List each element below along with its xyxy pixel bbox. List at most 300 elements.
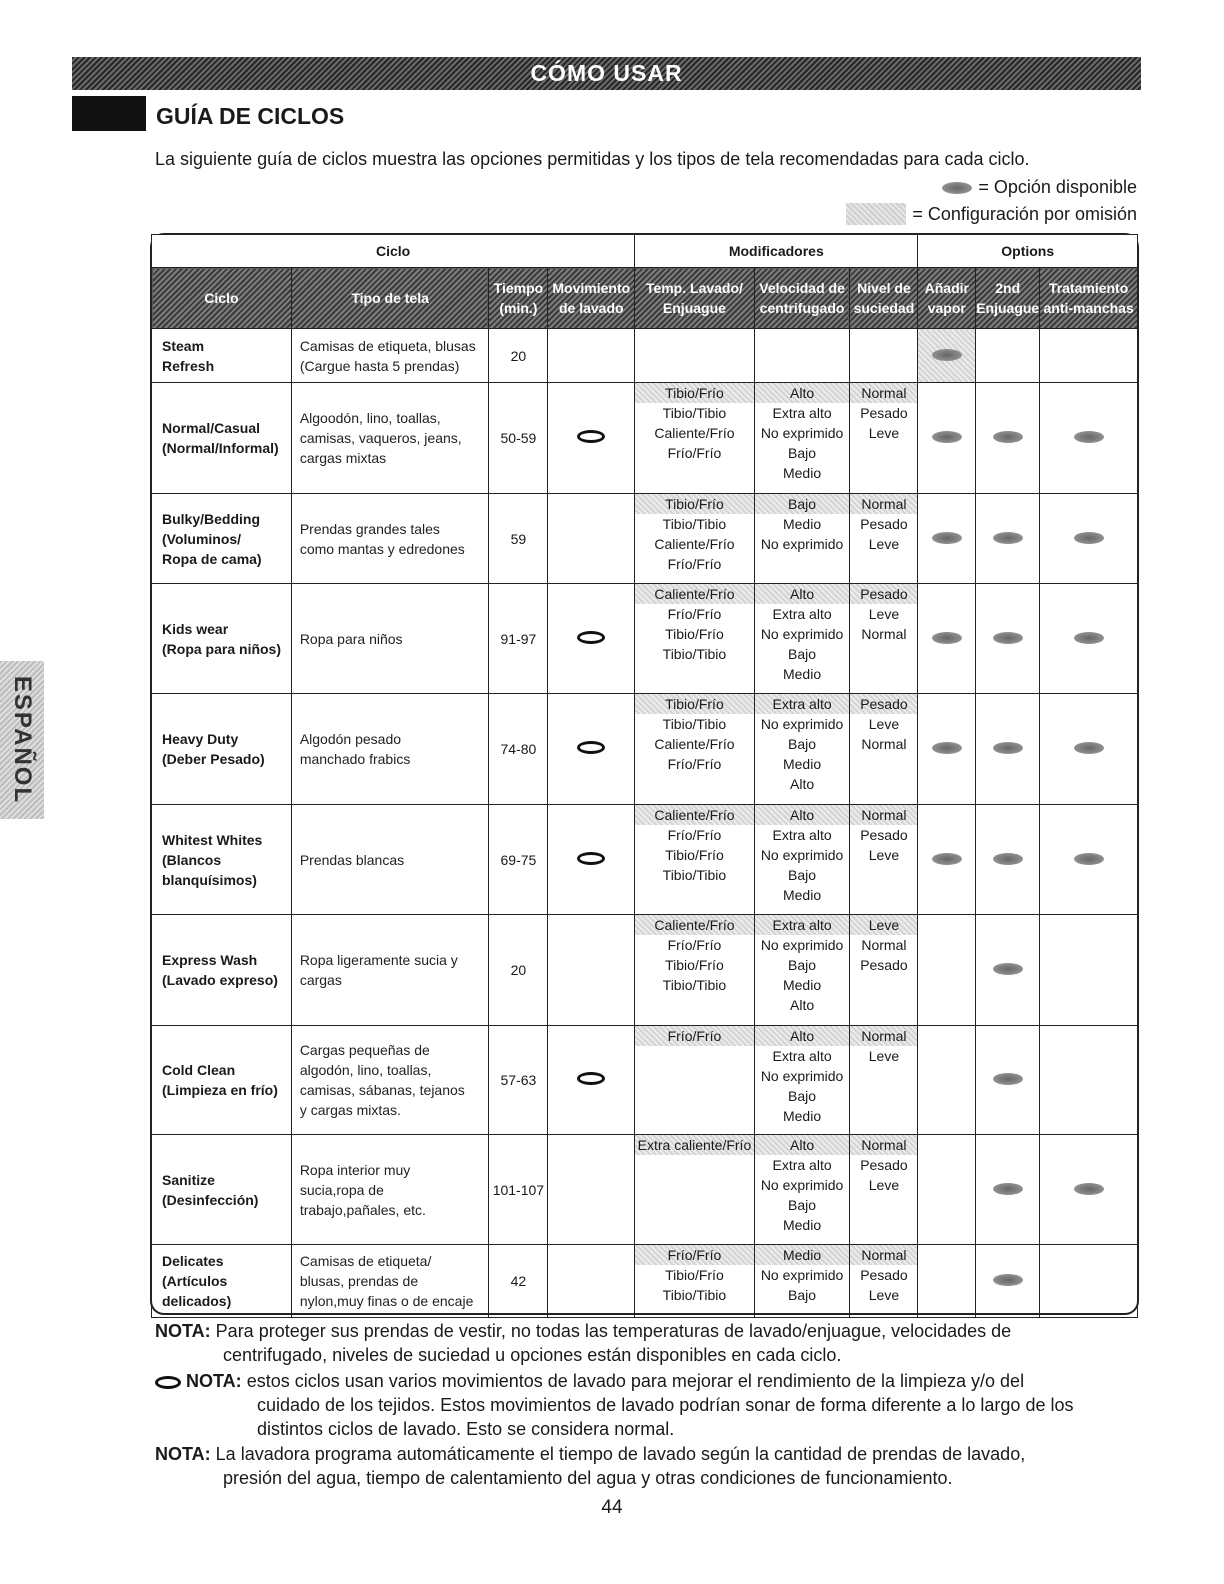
spin-option: No exprimido bbox=[760, 425, 844, 441]
note-1-label: NOTA: bbox=[155, 1321, 211, 1341]
spin-option: Medio bbox=[782, 516, 822, 532]
soil-option: Pesado bbox=[860, 516, 908, 532]
temp-default: Caliente/Frío bbox=[635, 584, 753, 604]
temp-option: Tibio/Tibio bbox=[662, 405, 727, 421]
table-row bbox=[152, 494, 1138, 584]
soil-option: Pesado bbox=[860, 957, 908, 973]
wash-movement-icon bbox=[577, 741, 605, 754]
fabric-line: cargas mixtas bbox=[299, 450, 387, 466]
soil-option: Leve bbox=[868, 1048, 900, 1064]
soil-option: Pesado bbox=[860, 1157, 908, 1173]
wash-movement-icon bbox=[155, 1376, 181, 1389]
soil-cell bbox=[850, 1135, 918, 1245]
soil-cell bbox=[850, 329, 918, 383]
temp-cell bbox=[635, 383, 754, 494]
temp-default: Extra caliente/Frío bbox=[635, 1135, 753, 1155]
temp-option: Tibio/Frío bbox=[665, 626, 724, 642]
movement-cell bbox=[548, 584, 635, 694]
option-dot-icon bbox=[993, 853, 1023, 865]
spin-default: Alto bbox=[755, 1135, 850, 1155]
fabric-cell bbox=[291, 1026, 489, 1135]
temp-cell bbox=[635, 1135, 754, 1245]
spin-option: Extra alto bbox=[772, 1048, 832, 1064]
time-cell: 91-97 bbox=[489, 584, 548, 694]
movement-cell bbox=[548, 1245, 635, 1318]
time-cell: 20 bbox=[489, 915, 548, 1026]
fabric-cell bbox=[291, 1245, 489, 1318]
cycle-name-line: (Blancos bbox=[162, 851, 222, 868]
movement-cell bbox=[548, 694, 635, 805]
cycle-name-cell bbox=[152, 1135, 292, 1245]
soil-cell bbox=[850, 584, 918, 694]
soil-option: Leve bbox=[868, 536, 900, 552]
section-marker bbox=[72, 96, 146, 131]
spin-option: Medio bbox=[782, 1108, 822, 1124]
rinse2-cell bbox=[976, 694, 1040, 805]
spin-option: No exprimido bbox=[760, 1267, 844, 1283]
temp-option: Frío/Frío bbox=[667, 445, 722, 461]
vapor-cell bbox=[918, 805, 976, 915]
fabric-cell bbox=[291, 329, 489, 383]
cycle-name-cell bbox=[152, 383, 292, 494]
legend-default-text: = Configuración por omisión bbox=[912, 203, 1137, 224]
fabric-line: trabajo,pañales, etc. bbox=[299, 1201, 426, 1218]
temp-option: Frío/Frío bbox=[667, 937, 722, 953]
temp-default: Tibio/Frío bbox=[635, 694, 753, 714]
option-dot-icon bbox=[993, 532, 1023, 544]
table-row bbox=[152, 1135, 1138, 1245]
option-dot-icon bbox=[993, 632, 1023, 644]
note-1 bbox=[155, 1319, 1011, 1367]
fabric-line: manchado frabics bbox=[299, 751, 411, 767]
temp-option: Tibio/Tibio bbox=[662, 716, 727, 732]
temp-option: Frío/Frío bbox=[667, 556, 722, 572]
note-1-text-b: centrifugado, niveles de suciedad u opciones están disponibles en cada ciclo. bbox=[223, 1345, 842, 1365]
cycle-name-line: Express Wash bbox=[162, 952, 258, 968]
spin-option: Alto bbox=[790, 776, 815, 792]
spin-option: No exprimido bbox=[760, 937, 844, 953]
note-3-label: NOTA: bbox=[155, 1444, 211, 1464]
table-row bbox=[152, 1026, 1138, 1135]
soil-default: Normal bbox=[850, 1026, 917, 1046]
note-3 bbox=[155, 1442, 1025, 1490]
soil-default: Normal bbox=[850, 383, 917, 403]
cycle-name-line: Delicates bbox=[162, 1253, 224, 1269]
vapor-cell bbox=[918, 1135, 976, 1245]
temp-cell bbox=[635, 494, 754, 584]
col-header-temp: Temp. Lavado/ Enjuague bbox=[635, 268, 754, 329]
cycle-name-line: Steam bbox=[162, 337, 205, 354]
option-dot-icon bbox=[1074, 1183, 1104, 1195]
spin-option: No exprimido bbox=[760, 626, 844, 642]
intro-text: La siguiente guía de ciclos muestra las opciones permitidas y los tipos de tela recomendadas para cada ciclo. bbox=[155, 149, 1030, 169]
fabric-line: cargas bbox=[299, 972, 342, 988]
cycle-name-line: Heavy Duty bbox=[162, 731, 239, 747]
spin-cell bbox=[754, 329, 850, 383]
time-cell: 50-59 bbox=[489, 383, 548, 494]
movement-cell bbox=[548, 805, 635, 915]
note-2-label: NOTA: bbox=[186, 1371, 242, 1391]
spin-option: Bajo bbox=[788, 1287, 817, 1303]
spin-cell bbox=[754, 805, 850, 915]
fabric-cell bbox=[291, 584, 489, 694]
col-header-tipo: Tipo de tela bbox=[291, 268, 489, 329]
spin-cell bbox=[754, 383, 850, 494]
spin-default: Alto bbox=[755, 584, 850, 604]
temp-option: Frío/Frío bbox=[667, 756, 722, 772]
temp-option: Caliente/Frío bbox=[654, 736, 735, 752]
temp-cell bbox=[635, 694, 754, 805]
movement-cell bbox=[548, 383, 635, 494]
banner-text: CÓMO USAR bbox=[530, 60, 683, 86]
table-row bbox=[152, 915, 1138, 1026]
table-row bbox=[152, 584, 1138, 694]
wash-movement-icon bbox=[577, 631, 605, 644]
fabric-line: Algoodón, lino, toallas, bbox=[299, 410, 441, 426]
temp-option: Tibio/Tibio bbox=[662, 977, 727, 993]
fabric-line: Ropa para niños bbox=[299, 630, 403, 647]
temp-option: Tibio/Tibio bbox=[662, 516, 727, 532]
rinse2-cell bbox=[976, 1135, 1040, 1245]
fabric-line: Algodón pesado bbox=[299, 731, 402, 747]
spin-option: Medio bbox=[782, 1217, 822, 1233]
spin-cell bbox=[754, 915, 850, 1026]
note-2-text-a: estos ciclos usan varios movimientos de lavado para mejorar el rendimiento de la limpieza y/o del bbox=[246, 1371, 1025, 1391]
vapor-cell bbox=[918, 329, 976, 383]
cycle-table-body bbox=[152, 329, 1138, 1318]
cycle-name-line: (Ropa para niños) bbox=[162, 640, 282, 657]
spin-option: Extra alto bbox=[772, 827, 832, 843]
fabric-line: (Cargue hasta 5 prendas) bbox=[299, 357, 460, 374]
option-dot-icon bbox=[993, 1183, 1023, 1195]
language-side-text: ESPAÑOL bbox=[9, 675, 36, 805]
cycle-name-cell bbox=[152, 494, 292, 584]
table-row bbox=[152, 805, 1138, 915]
table-row bbox=[152, 1245, 1138, 1318]
cycle-name-line: (Artículos bbox=[162, 1273, 228, 1289]
cycle-name-cell bbox=[152, 694, 292, 805]
soil-default: Pesado bbox=[850, 694, 917, 714]
time-cell: 20 bbox=[489, 329, 548, 383]
wash-movement-icon bbox=[577, 1072, 605, 1085]
spin-cell bbox=[754, 1026, 850, 1135]
vapor-cell bbox=[918, 1245, 976, 1318]
temp-option: Tibio/Tibio bbox=[662, 867, 727, 883]
col-header-enjuague: 2nd Enjuague bbox=[976, 268, 1040, 329]
soil-option: Pesado bbox=[860, 1267, 908, 1283]
temp-cell bbox=[635, 1245, 754, 1318]
soil-default: Normal bbox=[850, 1135, 917, 1155]
cycle-name-line: Kids wear bbox=[162, 620, 229, 637]
option-dot-icon bbox=[932, 532, 962, 544]
soil-cell bbox=[850, 1245, 918, 1318]
note-2-text-b: cuidado de los tejidos. Estos movimientos de lavado podrían sonar de forma diferente a lo largo de los bbox=[257, 1395, 1074, 1415]
fabric-line: camisas, sábanas, tejanos bbox=[299, 1082, 465, 1098]
soil-cell bbox=[850, 694, 918, 805]
wash-movement-icon bbox=[577, 852, 605, 865]
spin-cell bbox=[754, 494, 850, 584]
page-banner bbox=[72, 57, 1141, 90]
soil-option: Normal bbox=[861, 626, 907, 642]
vapor-cell bbox=[918, 494, 976, 584]
stain-cell bbox=[1040, 915, 1138, 1026]
spin-option: Bajo bbox=[788, 445, 817, 461]
rinse2-cell bbox=[976, 1026, 1040, 1135]
soil-option: Leve bbox=[868, 716, 900, 732]
soil-cell bbox=[850, 1026, 918, 1135]
temp-option: Tibio/Frío bbox=[665, 847, 724, 863]
temp-default: Frío/Frío bbox=[635, 1245, 753, 1265]
soil-cell bbox=[850, 383, 918, 494]
cycle-name-line: Whitest Whites bbox=[162, 831, 263, 848]
soil-cell bbox=[850, 494, 918, 584]
fabric-line: camisas, vaqueros, jeans, bbox=[299, 430, 462, 446]
soil-option: Leve bbox=[868, 425, 900, 441]
temp-cell bbox=[635, 329, 754, 383]
note-1-text-a: Para proteger sus prendas de vestir, no todas las temperaturas de lavado/enjuague, velocidades de bbox=[215, 1321, 1012, 1341]
spin-option: No exprimido bbox=[760, 1068, 844, 1084]
group-header-modificadores: Modificadores bbox=[635, 235, 918, 268]
fabric-cell bbox=[291, 383, 489, 494]
vapor-cell bbox=[918, 915, 976, 1026]
fabric-line: Ropa interior muy bbox=[299, 1161, 411, 1178]
time-cell: 69-75 bbox=[489, 805, 548, 915]
rinse2-cell bbox=[976, 494, 1040, 584]
temp-option: Frío/Frío bbox=[667, 606, 722, 622]
cycle-name-cell bbox=[152, 329, 292, 383]
col-header-vapor: Añadir vapor bbox=[918, 268, 976, 329]
soil-default: Normal bbox=[850, 494, 917, 514]
fabric-line: Ropa ligeramente sucia y bbox=[299, 952, 458, 968]
legend-available-text: = Opción disponible bbox=[978, 177, 1137, 197]
soil-default: Leve bbox=[850, 915, 917, 935]
spin-option: Medio bbox=[782, 465, 822, 481]
cycle-name-line: Bulky/Bedding bbox=[162, 510, 261, 527]
vapor-cell bbox=[918, 694, 976, 805]
cycle-name-line: Cold Clean bbox=[162, 1062, 236, 1078]
table-row bbox=[152, 329, 1138, 383]
spin-option: No exprimido bbox=[760, 716, 844, 732]
soil-option: Leve bbox=[868, 1177, 900, 1193]
option-dot-icon bbox=[932, 431, 962, 443]
spin-option: No exprimido bbox=[760, 1177, 844, 1193]
cycle-name-line: (Limpieza en frío) bbox=[162, 1082, 278, 1098]
cycle-name-line: Refresh bbox=[162, 357, 215, 374]
temp-option: Caliente/Frío bbox=[654, 425, 735, 441]
spin-option: Bajo bbox=[788, 957, 817, 973]
option-dot-icon bbox=[1074, 853, 1104, 865]
fabric-cell bbox=[291, 915, 489, 1026]
soil-cell bbox=[850, 805, 918, 915]
fabric-line: algodón, lino, toallas, bbox=[299, 1062, 432, 1078]
spin-option: Alto bbox=[790, 997, 815, 1013]
group-header-ciclo: Ciclo bbox=[152, 235, 635, 268]
spin-default: Bajo bbox=[755, 494, 850, 514]
temp-cell bbox=[635, 915, 754, 1026]
temp-default: Caliente/Frío bbox=[635, 915, 753, 935]
temp-default: Tibio/Frío bbox=[635, 494, 753, 514]
spin-default: Extra alto bbox=[755, 694, 850, 714]
spin-option: No exprimido bbox=[760, 536, 844, 552]
option-dot-icon bbox=[1074, 742, 1104, 754]
stain-cell bbox=[1040, 584, 1138, 694]
spin-default: Alto bbox=[755, 1026, 850, 1046]
temp-option: Tibio/Frío bbox=[665, 1267, 724, 1283]
spin-option: Bajo bbox=[788, 646, 817, 662]
page-number: 44 bbox=[601, 1497, 623, 1518]
temp-option: Caliente/Frío bbox=[654, 536, 735, 552]
table-row bbox=[152, 383, 1138, 494]
option-dot-icon bbox=[942, 182, 972, 194]
soil-option: Normal bbox=[861, 736, 907, 752]
col-header-nivel: Nivel de suciedad bbox=[850, 268, 918, 329]
fabric-line: sucia,ropa de bbox=[299, 1181, 384, 1198]
fabric-line: Cargas pequeñas de bbox=[299, 1042, 430, 1058]
cycle-name-line: Sanitize bbox=[162, 1171, 215, 1188]
cycle-name-line: delicados) bbox=[162, 1293, 232, 1309]
stain-cell bbox=[1040, 1135, 1138, 1245]
fabric-line: blusas, prendas de bbox=[299, 1273, 419, 1289]
option-dot-icon bbox=[932, 742, 962, 754]
spin-option: Extra alto bbox=[772, 1157, 832, 1173]
soil-default: Pesado bbox=[850, 584, 917, 604]
temp-cell bbox=[635, 805, 754, 915]
spin-option: Bajo bbox=[788, 867, 817, 883]
note-3-text-a: La lavadora programa automáticamente el tiempo de lavado según la cantidad de prendas de lavado, bbox=[215, 1444, 1026, 1464]
spin-option: Medio bbox=[782, 756, 822, 772]
spin-option: Bajo bbox=[788, 736, 817, 752]
rinse2-cell bbox=[976, 383, 1040, 494]
cycle-name-cell bbox=[152, 805, 292, 915]
time-cell: 42 bbox=[489, 1245, 548, 1318]
legend-available bbox=[942, 177, 1137, 198]
option-dot-icon bbox=[932, 632, 962, 644]
temp-option: Tibio/Frío bbox=[665, 957, 724, 973]
fabric-cell bbox=[291, 494, 489, 584]
default-swatch-icon bbox=[846, 203, 906, 225]
group-header-options: Options bbox=[918, 235, 1138, 268]
rinse2-cell bbox=[976, 915, 1040, 1026]
soil-option: Normal bbox=[861, 937, 907, 953]
movement-cell bbox=[548, 915, 635, 1026]
spin-default: Medio bbox=[755, 1245, 850, 1265]
stain-cell bbox=[1040, 1026, 1138, 1135]
col-header-velocidad: Velocidad de centrifugado bbox=[754, 268, 850, 329]
stain-cell bbox=[1040, 1245, 1138, 1318]
spin-option: Medio bbox=[782, 666, 822, 682]
temp-default: Frío/Frío bbox=[635, 1026, 753, 1046]
rinse2-cell bbox=[976, 584, 1040, 694]
vapor-cell bbox=[918, 383, 976, 494]
soil-default: Normal bbox=[850, 1245, 917, 1265]
rinse2-cell bbox=[976, 805, 1040, 915]
time-cell: 57-63 bbox=[489, 1026, 548, 1135]
movement-cell bbox=[548, 1135, 635, 1245]
cycle-name-line: Normal/Casual bbox=[162, 420, 261, 436]
stain-cell bbox=[1040, 694, 1138, 805]
soil-default: Normal bbox=[850, 805, 917, 825]
spin-cell bbox=[754, 1135, 850, 1245]
fabric-line: Prendas grandes tales bbox=[299, 520, 440, 537]
spin-option: Medio bbox=[782, 977, 822, 993]
fabric-cell bbox=[291, 1135, 489, 1245]
vapor-cell bbox=[918, 584, 976, 694]
option-dot-icon bbox=[993, 1073, 1023, 1085]
col-header-tiempo: Tiempo (min.) bbox=[489, 268, 548, 329]
option-dot-icon bbox=[993, 431, 1023, 443]
stain-cell bbox=[1040, 329, 1138, 383]
spin-default: Alto bbox=[755, 805, 850, 825]
option-dot-icon bbox=[1074, 532, 1104, 544]
cycle-name-cell bbox=[152, 1026, 292, 1135]
col-header-tratamiento: Tratamiento anti-manchas bbox=[1040, 268, 1138, 329]
temp-cell bbox=[635, 584, 754, 694]
stain-cell bbox=[1040, 805, 1138, 915]
spin-cell bbox=[754, 584, 850, 694]
time-cell: 74-80 bbox=[489, 694, 548, 805]
col-header-movimiento: Movimiento de lavado bbox=[548, 268, 635, 329]
spin-option: Extra alto bbox=[772, 606, 832, 622]
time-cell: 101-107 bbox=[489, 1135, 548, 1245]
temp-option: Tibio/Tibio bbox=[662, 646, 727, 662]
rinse2-cell bbox=[976, 1245, 1040, 1318]
cycle-name-line: (Normal/Informal) bbox=[162, 440, 279, 456]
spin-default: Alto bbox=[755, 383, 850, 403]
spin-default: Extra alto bbox=[755, 915, 850, 935]
cycle-guide-table bbox=[151, 234, 1138, 1318]
stain-cell bbox=[1040, 494, 1138, 584]
soil-cell bbox=[850, 915, 918, 1026]
stain-cell bbox=[1040, 383, 1138, 494]
rinse2-cell bbox=[976, 329, 1040, 383]
movement-cell bbox=[548, 494, 635, 584]
cycle-name-line: (Lavado expreso) bbox=[162, 972, 278, 988]
note-2 bbox=[155, 1369, 1073, 1441]
temp-option: Tibio/Tibio bbox=[662, 1287, 727, 1303]
note-3-text-b: presión del agua, tiempo de calentamiento del agua y otras condiciones de funcionamiento. bbox=[223, 1468, 953, 1488]
spin-option: Extra alto bbox=[772, 405, 832, 421]
fabric-line: nylon,muy finas o de encaje bbox=[299, 1293, 474, 1309]
soil-option: Leve bbox=[868, 847, 900, 863]
option-dot-icon bbox=[932, 853, 962, 865]
fabric-line: como mantas y edredones bbox=[299, 540, 465, 557]
cycle-name-line: (Deber Pesado) bbox=[162, 751, 265, 767]
note-2-text-c: distintos ciclos de lavado. Esto se considera normal. bbox=[257, 1419, 675, 1439]
time-cell: 59 bbox=[489, 494, 548, 584]
wash-movement-icon bbox=[577, 430, 605, 443]
spin-option: Medio bbox=[782, 887, 822, 903]
soil-option: Leve bbox=[868, 606, 900, 622]
legend-default bbox=[846, 203, 1137, 225]
temp-option: Frío/Frío bbox=[667, 827, 722, 843]
spin-option: Bajo bbox=[788, 1197, 817, 1213]
cycle-name-line: Ropa de cama) bbox=[162, 550, 262, 567]
movement-cell bbox=[548, 1026, 635, 1135]
option-dot-icon bbox=[1074, 632, 1104, 644]
cycle-name-line: (Voluminos/ bbox=[162, 530, 242, 547]
cycle-name-cell bbox=[152, 915, 292, 1026]
spin-cell bbox=[754, 1245, 850, 1318]
soil-option: Pesado bbox=[860, 827, 908, 843]
movement-cell bbox=[548, 329, 635, 383]
vapor-cell bbox=[918, 1026, 976, 1135]
option-dot-icon bbox=[932, 349, 962, 361]
spin-option: Bajo bbox=[788, 1088, 817, 1104]
col-header-ciclo: Ciclo bbox=[152, 268, 292, 329]
soil-option: Pesado bbox=[860, 405, 908, 421]
cycle-name-cell bbox=[152, 584, 292, 694]
fabric-line: Camisas de etiqueta, blusas bbox=[299, 337, 476, 354]
